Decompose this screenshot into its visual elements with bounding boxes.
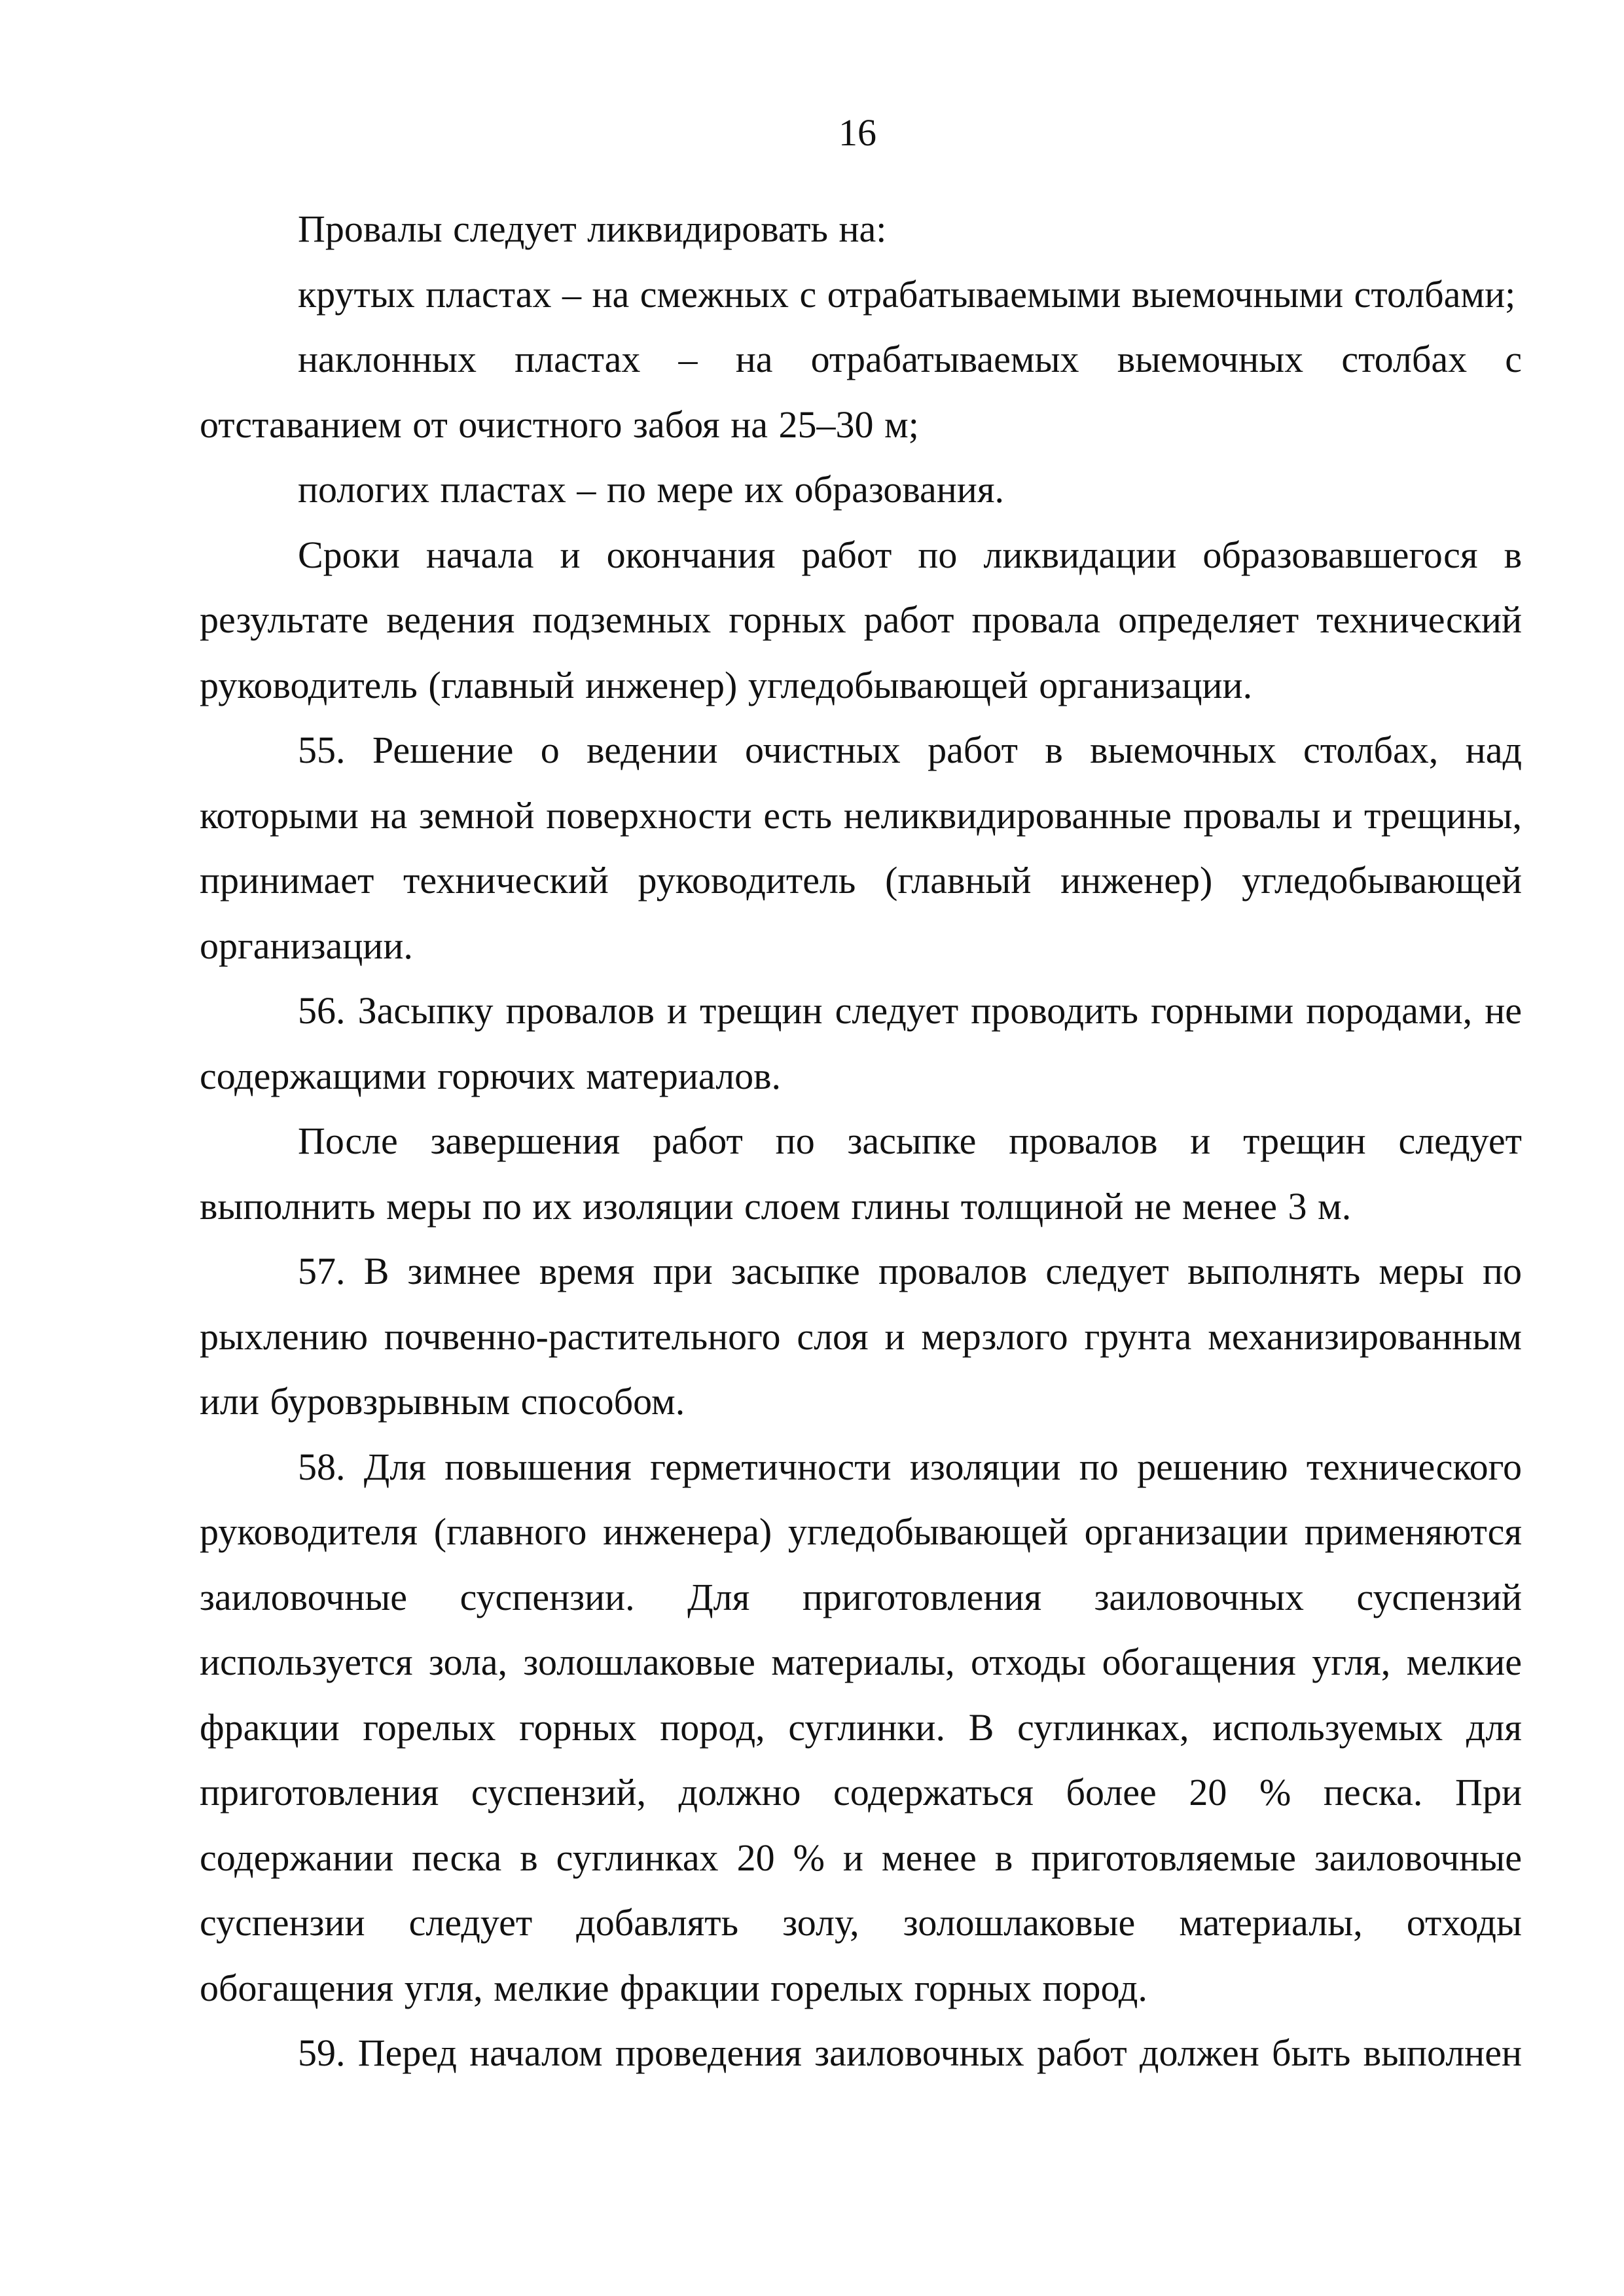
paragraph-56-isolation: После завершения работ по засыпке провалов и трещин следует выполнить меры по их изоляции слоем глины толщиной не менее 3 м.	[200, 1120, 1522, 1228]
paragraph-58: 58. Для повышения герметичности изоляции по решению технического руководителя (главного инженера) угледобывающей организации применяются заиловочные суспензии. Для приготовления заиловочных суспензий используется зола, золошлаковые материалы, отходы обогащения угля, мелкие фракции горелых горных пород, суглинки. В суглинках, используемых для приготовления суспензий, должно содержаться более 20 % песка. При содержании песка в суглинках 20 % и менее в приготовляемые заиловочные суспензии следует добавлять золу, золошлаковые материалы, отходы обогащения угля, мелкие фракции горелых горных пород.	[200, 1445, 1522, 2009]
paragraph-flat-seams: пологих пластах – по мере их образования.	[298, 468, 1005, 511]
paragraph-55: 55. Решение о ведении очистных работ в выемочных столбах, над которыми на земной поверхности есть неликвидированные провалы и трещины, принимает технический руководитель (главный инженер) угледобывающей организации.	[200, 729, 1522, 967]
paragraph-56: 56. Засыпку провалов и трещин следует проводить горными породами, не содержащими горючих материалов.	[200, 989, 1522, 1097]
document-body	[200, 196, 1522, 2086]
page-number: 16	[839, 111, 876, 154]
paragraph-57: 57. В зимнее время при засыпке провалов следует выполнять меры по рыхлению почвенно-растительного слоя и мерзлого грунта механизированным или буровзрывным способом.	[200, 1250, 1522, 1423]
paragraph-inclined-seams: наклонных пластах – на отрабатываемых выемочных столбах с отставанием от очистного забоя на 25–30 м;	[200, 338, 1522, 446]
paragraph-deadlines: Сроки начала и окончания работ по ликвидации образовавшегося в результате ведения подземных горных работ провала определяет технический руководитель (главный инженер) угледобывающей организации.	[200, 533, 1522, 706]
paragraph-59: 59. Перед началом проведения заиловочных работ должен быть выполнен	[298, 2032, 1522, 2074]
paragraph-steep-seams: крутых пластах – на смежных с отрабатываемыми выемочными столбами;	[298, 272, 1516, 316]
paragraph-intro: Провалы следует ликвидировать на:	[298, 208, 887, 250]
